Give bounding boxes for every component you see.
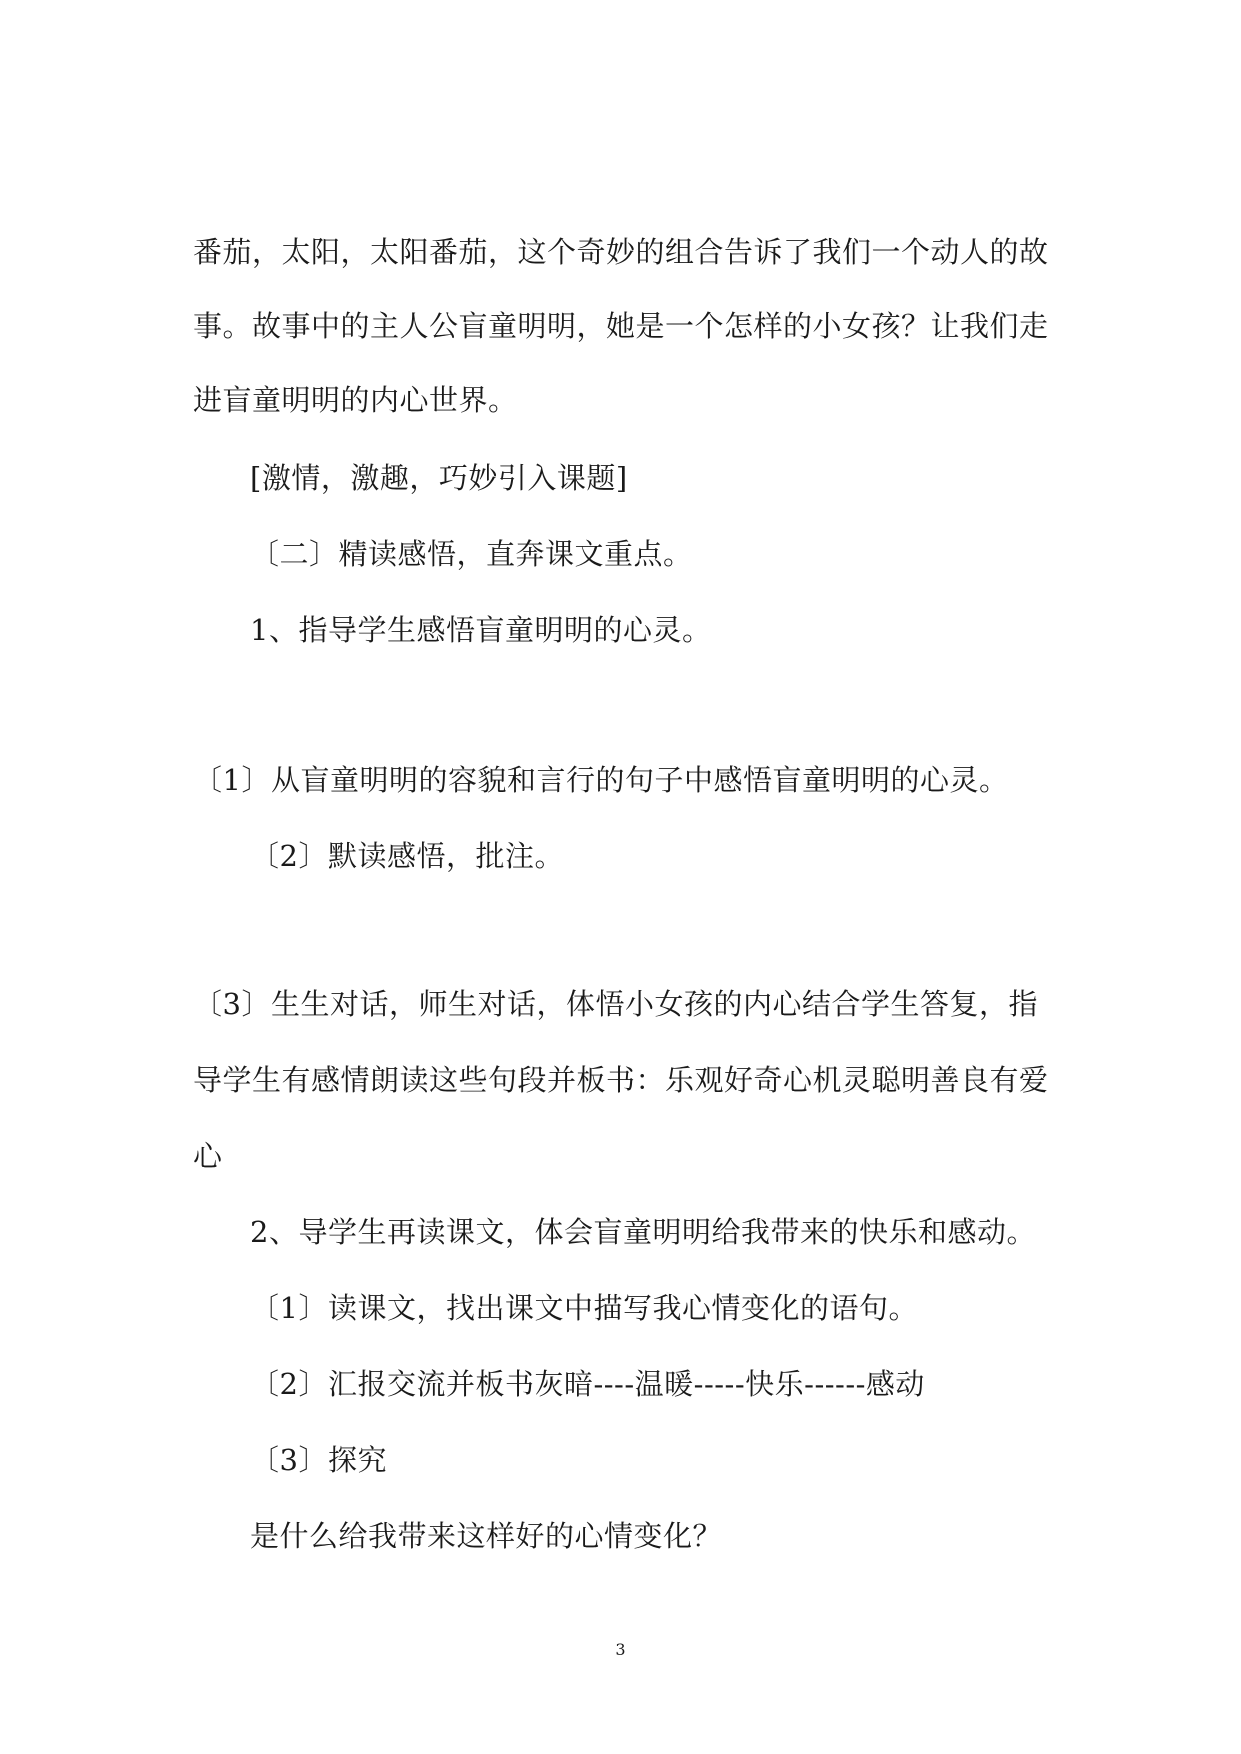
paragraph-line: 〔2〕汇报交流并板书灰暗----温暖-----快乐------感动	[250, 1367, 925, 1401]
section-heading: 〔二〕精读感悟，直奔课文重点。	[250, 537, 693, 571]
paragraph-line: [激情，激趣，巧妙引入课题]	[250, 461, 628, 495]
paragraph-line: 进盲童明明的内心世界。	[193, 383, 518, 417]
paragraph-line: 事。故事中的主人公盲童明明，她是一个怎样的小女孩？让我们走	[193, 309, 1049, 343]
paragraph-line: 心	[193, 1139, 223, 1173]
paragraph-line: 是什么给我带来这样好的心情变化？	[250, 1519, 723, 1553]
paragraph-line: 番茄，太阳，太阳番茄，这个奇妙的组合告诉了我们一个动人的故	[193, 235, 1049, 269]
paragraph-line: 2、导学生再读课文，体会盲童明明给我带来的快乐和感动。	[250, 1215, 1036, 1249]
paragraph-line: 〔3〕生生对话，师生对话，体悟小女孩的内心结合学生答复，指	[193, 987, 1038, 1021]
paragraph-line: 〔1〕读课文，找出课文中描写我心情变化的语句。	[250, 1291, 918, 1325]
paragraph-line: 导学生有感情朗读这些句段并板书：乐观好奇心机灵聪明善良有爱	[193, 1063, 1049, 1097]
paragraph-line: 〔1〕从盲童明明的容貌和言行的句子中感悟盲童明明的心灵。	[193, 763, 1009, 797]
paragraph-line: 1、指导学生感悟盲童明明的心灵。	[250, 613, 712, 647]
page-number: 3	[615, 1640, 626, 1659]
paragraph-line: 〔3〕探究	[250, 1443, 387, 1477]
paragraph-line: 〔2〕默读感悟，批注。	[250, 839, 564, 873]
